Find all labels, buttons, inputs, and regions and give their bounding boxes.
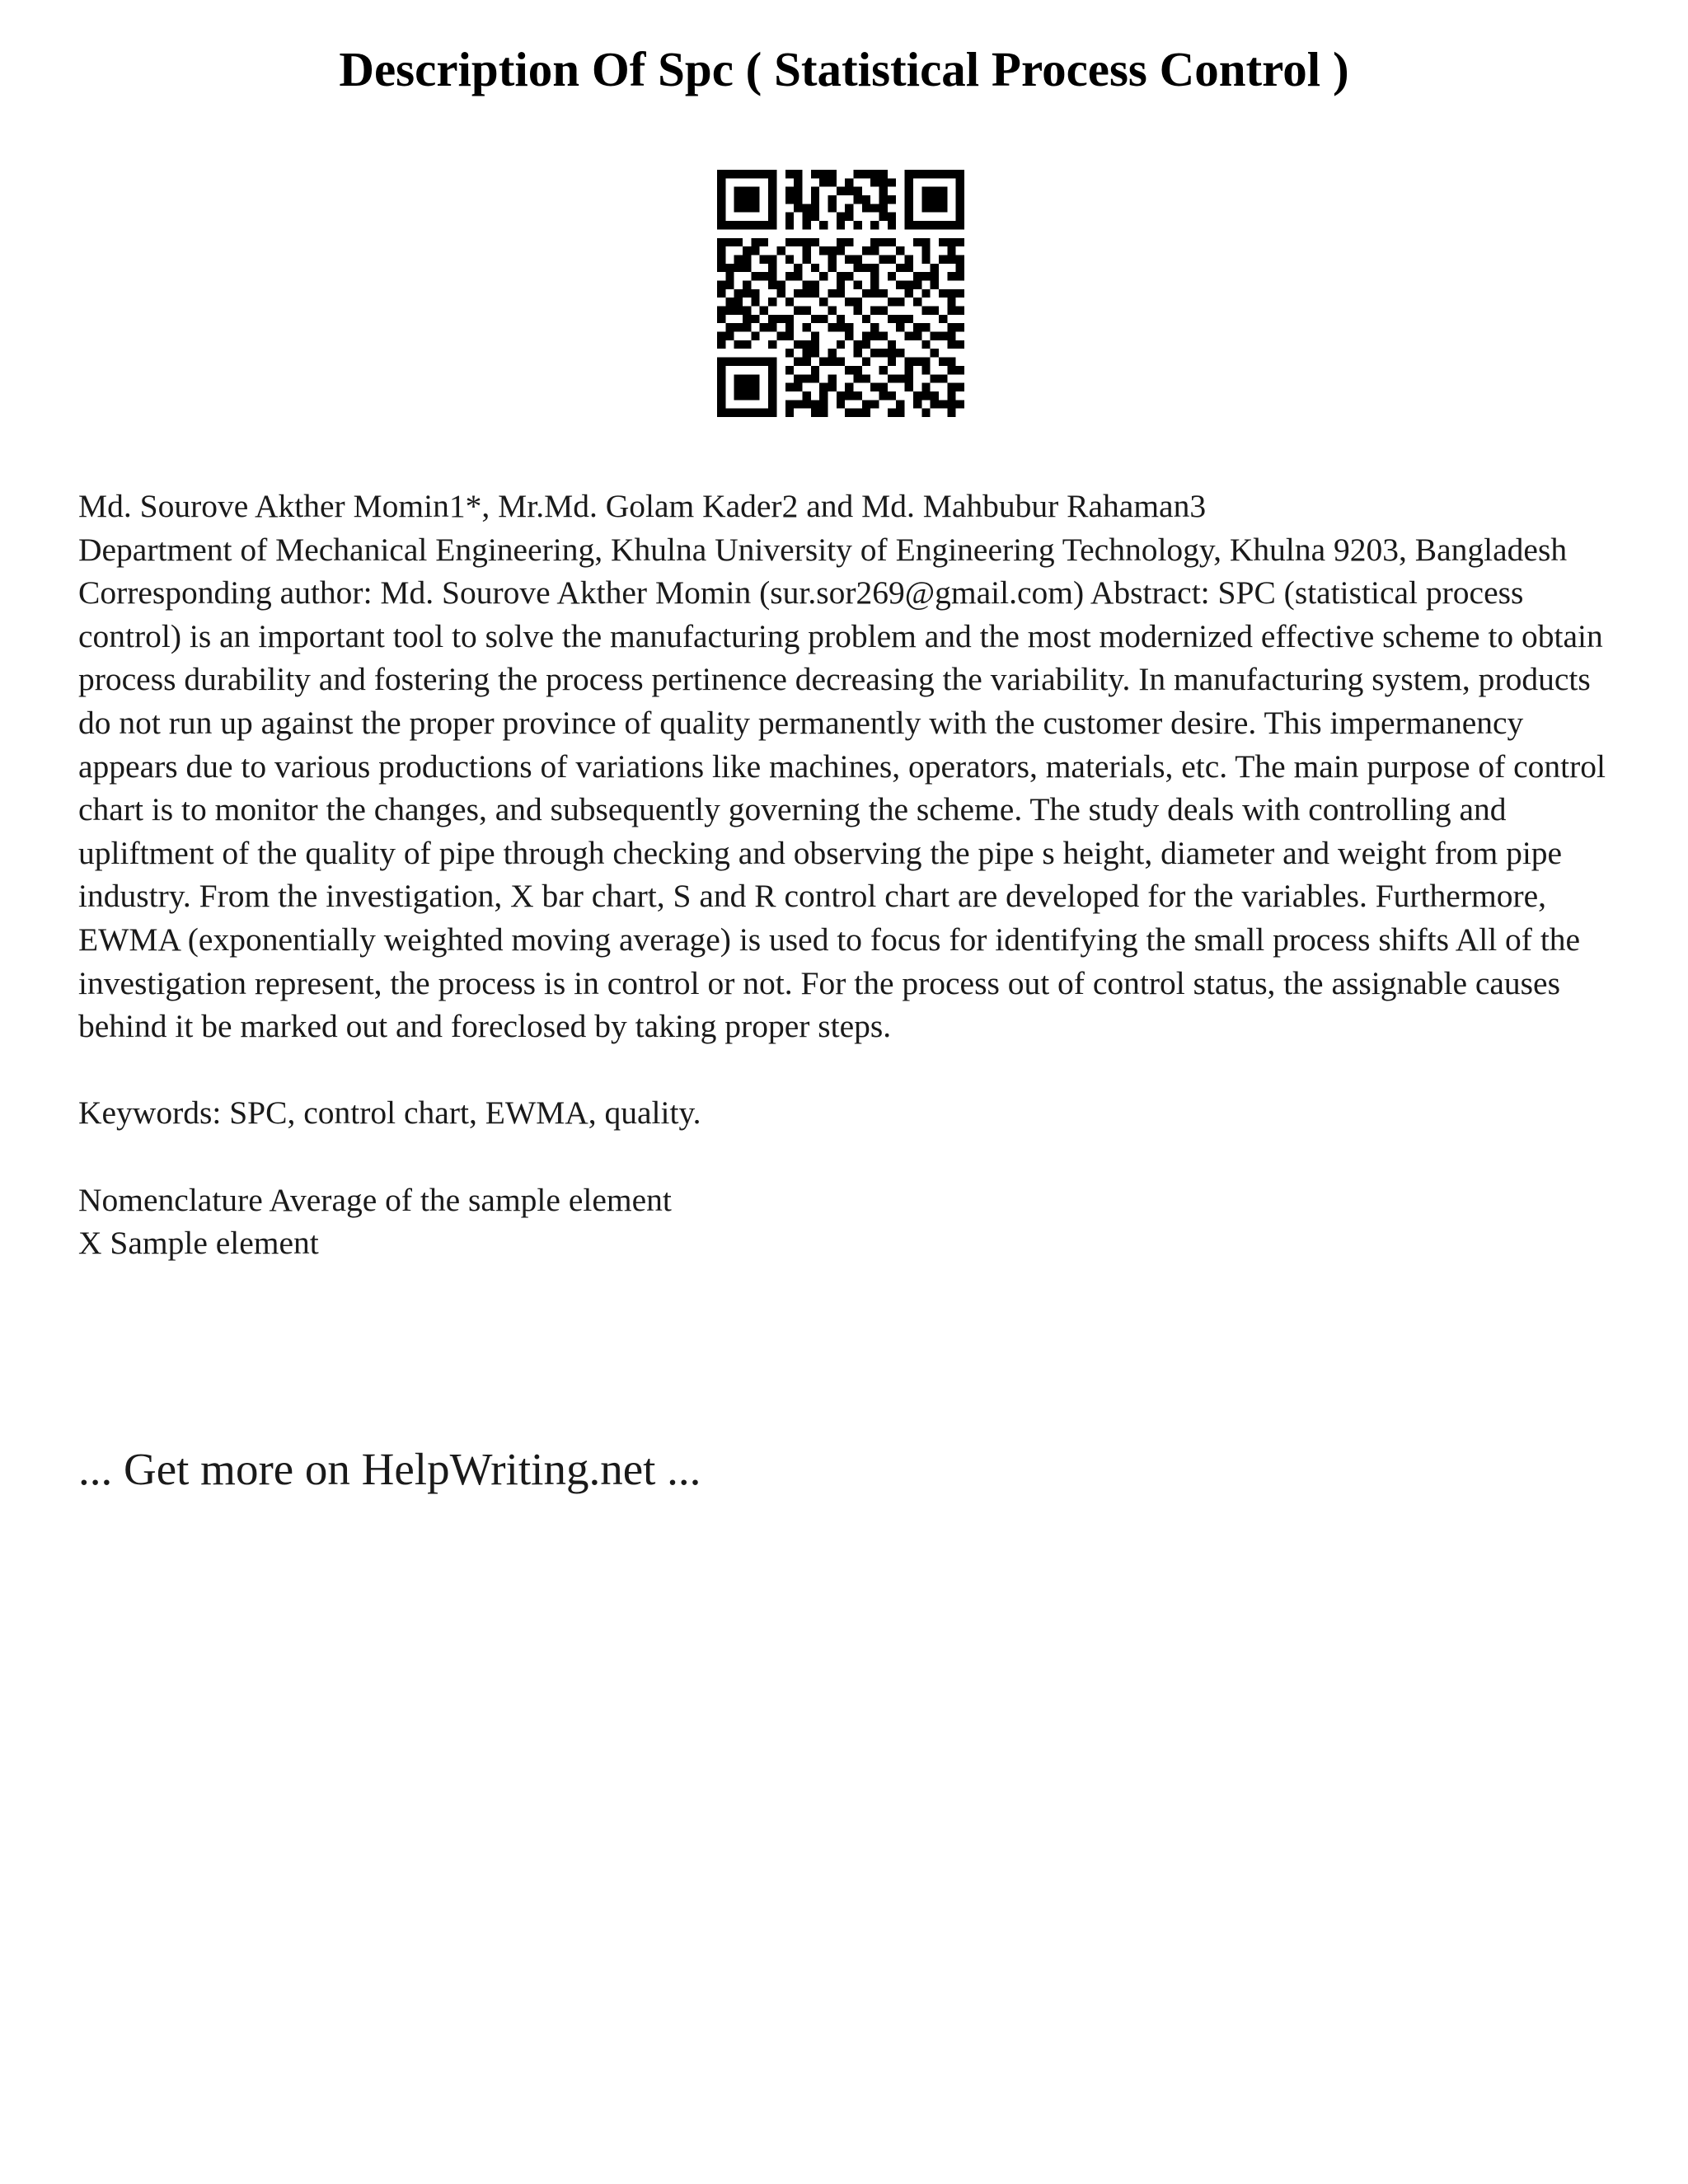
spacer [78,1048,1628,1092]
document-body [78,485,1628,1265]
document-title: Description Of Spc ( Statistical Process Control ) [339,42,1349,96]
keywords: Keywords: SPC, control chart, EWMA, quality. [78,1094,701,1132]
nomenclature-line: Nomenclature Average of the sample element [78,1181,672,1218]
qr-code-icon [717,170,964,417]
authors: Md. Sourove Akther Momin1*, Mr.Md. Golam Kader2 and Md. Mahbubur Rahaman3 [78,488,1207,524]
get-more-link[interactable]: ... Get more on HelpWriting.net ... [78,1444,701,1494]
abstract: Corresponding author: Md. Sourove Akther Momin (sur.sor269@gmail.com) Abstract: SPC (statistical process control) is an important tool to solve the manufacturing problem and the most modernized effective scheme to obtain process durability and fostering the process pertinence decreasing the variability. In manufacturing system, products do not run up against the proper province of quality permanently with the customer desire. This impermanency appears due to various productions of variations like machines, operators, materials, etc. The main purpose of control chart is to monitor the changes, and subsequently governing the scheme. The study deals with controlling and upliftment of the quality of pipe through checking and observing the pipe s height, diameter and weight from pipe industry. From the investigation, X bar chart, S and R control chart are developed for the variables. Furthermore, EWMA (exponentially weighted moving average) is used to focus for identifying the small process shifts All of the investigation represent, the process is in control or not. For the process out of control status, the assignable causes behind it be marked out and foreclosed by taking proper steps. [78,574,1606,1045]
spacer [78,1135,1628,1179]
affiliation: Department of Mechanical Engineering, Khulna University of Engineering Technology, Khulna 9203, Bangladesh [78,531,1568,568]
qr-code [717,170,964,417]
nomenclature-line: X Sample element [78,1225,319,1262]
